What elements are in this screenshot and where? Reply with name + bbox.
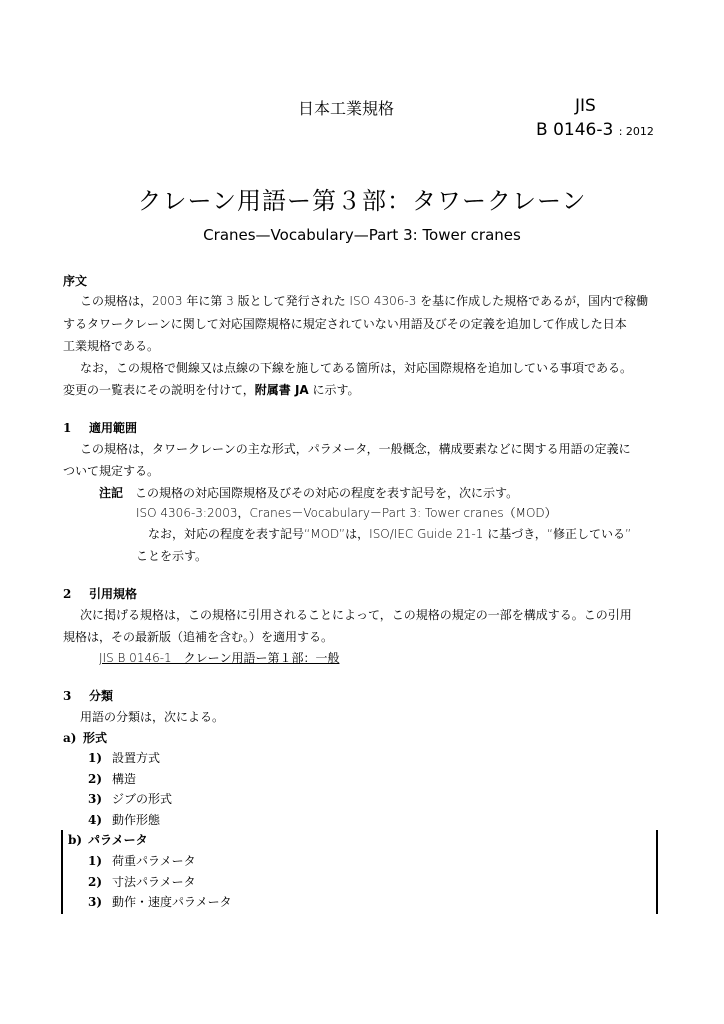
section-line: 次に掲げる規格は，この規格に引用されることによって，この規格の規定の一部を構成する。この引用	[80, 608, 632, 622]
preface-line: するタワークレーンに関して対応国際規格に規定されていない用語及びその定義を追加して作成した日本	[63, 317, 627, 331]
mod-line: ことを示す。	[136, 549, 208, 563]
annex-ref: 附属書 JA	[254, 383, 309, 397]
section-line: 規格は，その最新版（追補を含む。）を適用する。	[63, 630, 334, 644]
standard-code: B 0146-3	[536, 120, 614, 140]
section-number: 1	[63, 421, 72, 435]
preface-line: この規格は，2003 年に第 3 版として発行された ISO 4306-3 を基に作成した規格であるが，国内で稼働	[80, 294, 649, 308]
note-label: 注記	[99, 486, 124, 500]
note-text: この規格の対応国際規格及びその対応の程度を表す記号を，次に示す。	[135, 486, 519, 500]
item-number: 3)	[88, 792, 103, 806]
list-item	[88, 851, 196, 871]
section-line: 用語の分類は，次による。	[80, 710, 225, 724]
list-title: パラメータ	[88, 833, 148, 847]
section-line: ついて規定する。	[63, 464, 160, 478]
change-bar-left	[61, 830, 63, 914]
change-bar-right	[656, 830, 658, 914]
item-number: 4)	[88, 813, 103, 827]
section-number: 2	[63, 587, 72, 601]
preface-heading: 序文	[63, 274, 88, 288]
list-item	[88, 748, 160, 768]
list-heading-a	[63, 728, 107, 748]
list-title: 形式	[83, 731, 108, 745]
item-number: 2)	[88, 772, 103, 786]
mod-line: なお，対応の程度を表す記号“MOD”は，ISO/IEC Guide 21-1 に基づき，“修正している”	[148, 527, 632, 541]
item-text: 構造	[112, 772, 137, 786]
note	[99, 483, 518, 503]
reference-line: ISO 4306-3:2003，Cranes－Vocabulary－Part 3: Tower cranes（MOD）	[136, 506, 557, 520]
section-heading	[63, 418, 137, 438]
item-number: 1)	[88, 854, 103, 868]
item-text: 動作形態	[112, 813, 161, 827]
section-heading	[63, 584, 137, 604]
preface-line	[63, 380, 360, 400]
item-text: 動作・速度パラメータ	[112, 895, 232, 909]
list-item	[88, 769, 136, 789]
item-number: 3)	[88, 895, 103, 909]
item-text: 設置方式	[112, 751, 161, 765]
list-item	[88, 872, 196, 892]
standard-name: 日本工業規格	[298, 99, 395, 118]
item-number: 1)	[88, 751, 103, 765]
preface-text: に示す。	[308, 383, 360, 397]
standard-number	[536, 120, 654, 140]
section-number: 3	[63, 689, 72, 703]
standard-year: : 2012	[618, 125, 654, 138]
section-title: 適用範囲	[89, 421, 138, 435]
section-title: 引用規格	[89, 587, 138, 601]
title-english: Cranes—Vocabulary—Part 3: Tower cranes	[203, 226, 521, 244]
preface-text: 変更の一覧表にその説明を付けて，	[63, 383, 255, 397]
item-text: ジブの形式	[112, 792, 173, 806]
list-label: a)	[63, 731, 77, 745]
section-line: この規格は，タワークレーンの主な形式，パラメータ，一般概念，構成要素などに関する用語の定義に	[80, 442, 631, 456]
cited-standard: JIS B 0146-1 クレーン用語ー第１部：一般	[99, 651, 340, 665]
list-item	[88, 892, 232, 912]
title-japanese: クレーン用語ー第３部：タワークレーン	[137, 187, 587, 215]
list-label: b)	[68, 833, 83, 847]
preface-line: 工業規格である。	[63, 339, 160, 353]
jis-label: JIS	[575, 96, 596, 116]
item-text: 寸法パラメータ	[112, 875, 196, 889]
section-title: 分類	[89, 689, 114, 703]
section-heading	[63, 686, 113, 706]
list-item	[88, 789, 172, 809]
preface-line: なお，この規格で側線又は点線の下線を施してある箇所は，対応国際規格を追加している事項である。	[80, 361, 633, 375]
item-text: 荷重パラメータ	[112, 854, 196, 868]
item-number: 2)	[88, 875, 103, 889]
list-item	[88, 810, 160, 830]
list-heading-b	[68, 830, 148, 850]
